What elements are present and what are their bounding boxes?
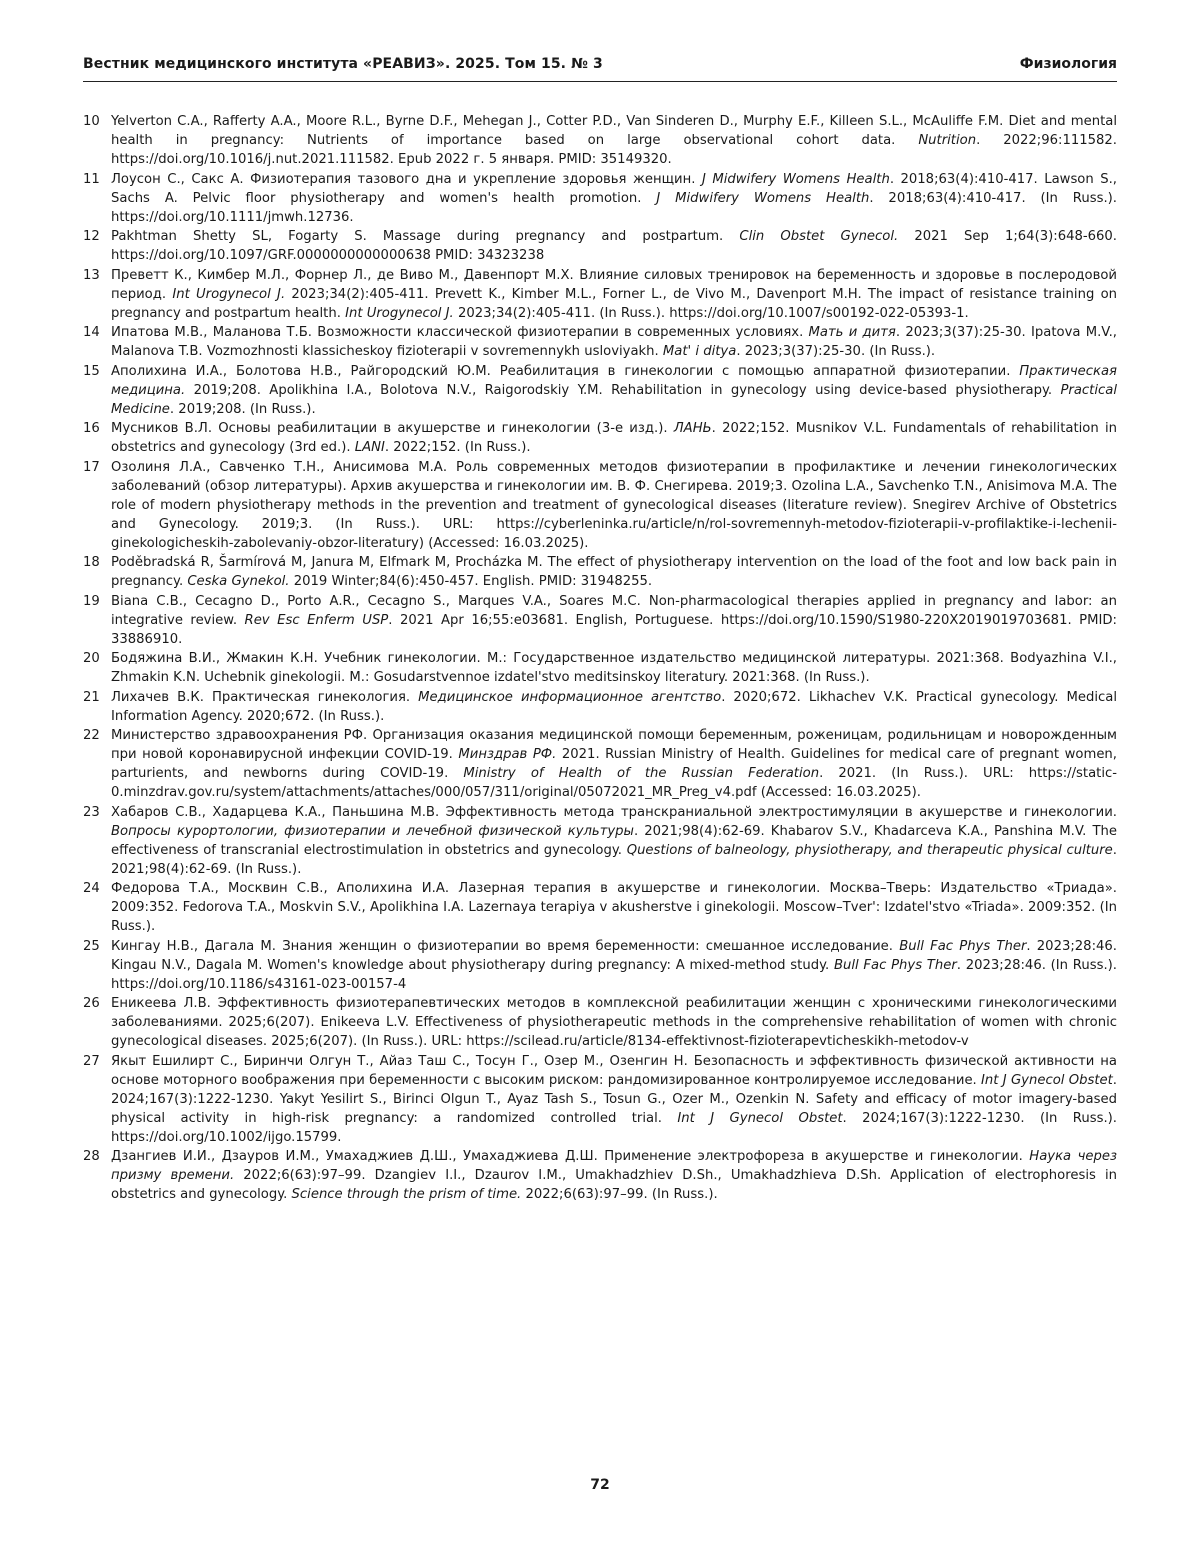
reference-text [111, 937, 1117, 994]
reference-item [83, 937, 1117, 994]
reference-text [111, 592, 1117, 649]
reference-number: 26 [83, 996, 100, 1011]
reference-item [83, 458, 1117, 553]
reference-fragment: . 2018;63(4):410-417. Lawson S., Sachs A. Pelvic floor physiotherapy and women's health promotion. [111, 171, 1118, 206]
reference-source-title: Clin Obstet Gynecol. [739, 229, 899, 244]
reference-item [83, 592, 1117, 649]
reference-fragment: Хабаров С.В., Хадарцева К.А., Паньшина М.В. Эффективность метода транскраниальной электростимуляции в акушерстве и гинекологии. [111, 804, 1117, 820]
reference-fragment: Мусников В.Л. Основы реабилитации в акушерстве и гинекологии (3-е изд.). [111, 421, 674, 436]
reference-number: 20 [83, 651, 100, 666]
reference-fragment: 2022;6(63):97–99. Dzangiev I.I., Dzaurov I.M., Umakhadzhiev D.Sh., Umakhadzhieva D.Sh. Application of electrophoresis in obstetrics and gynecology. [111, 1168, 1117, 1202]
reference-fragment: . 2021;98(4):62-69. Khabarov S.V., Khadarceva K.A., Panshina M.V. The effectiveness of transcranial electrostimulation in obstetrics and gynecology. [111, 823, 1117, 858]
reference-fragment: Аполихина И.А., Болотова Н.В., Райгородский Ю.М. Реабилитация в гинекологии с помощью аппаратной физиотерапии. [111, 363, 1020, 379]
reference-source-title: Практическая медицина. [111, 363, 1117, 398]
reference-fragment: . 2022;96:111582. https://doi.org/10.1016/j.nut.2021.111582. Epub 2022 г. 5 января. PMID: 35149320. [111, 133, 1117, 167]
reference-text [111, 458, 1117, 553]
reference-fragment: . 2023;3(37):25-30. (In Russ.). [736, 344, 936, 359]
reference-number: 22 [83, 728, 100, 743]
reference-item [83, 688, 1117, 726]
reference-fragment: 2019 Winter;84(6):450-457. English. PMID: 31948255. [289, 574, 653, 589]
reference-source-title: ЛАНЬ [673, 421, 712, 436]
reference-source-title: Медицинское информационное агентство [418, 689, 722, 705]
reference-number: 25 [83, 938, 100, 954]
reference-fragment: . 2020;672. Likhachev V.K. Practical gynecology. Medical Information Agency. 2020;672. (In Russ.). [111, 689, 1118, 724]
reference-number: 21 [83, 689, 100, 705]
reference-source-title: Ceska Gynekol. [187, 574, 290, 589]
reference-fragment: Бодяжина В.И., Жмакин К.Н. Учебник гинекологии. М.: Государственное издательство медицинской литературы. 2021:368. Bodyazhina V.I., Zhmakin K.N. Uchebnik ginekologii. M.: Gosudarstvennoe izdatel'stvo meditsinskoy literatury. 2021:368. (In Russ.). [111, 651, 1117, 685]
reference-text [111, 726, 1117, 802]
journal-title: Вестник медицинского института «РЕАВИЗ». 2025. Том 15. № 3 [83, 56, 603, 72]
reference-number: 11 [83, 171, 100, 187]
reference-text [111, 112, 1117, 169]
reference-fragment: . 2023;3(37):25-30. Ipatova M.V., Malanova T.B. Vozmozhnosti klassicheskoy fizioterapii v sovremennykh usloviyakh. [111, 325, 1117, 359]
reference-fragment: Biana C.B., Cecagno D., Porto A.R., Cecagno S., Marques V.A., Soares M.C. Non-pharmacological therapies applied in pregnancy and labor: an integrative review. [111, 593, 1117, 628]
reference-item [83, 227, 1117, 265]
reference-fragment: Poděbradská R, Šarmírová M, Janura M, Elfmark M, Procházka M. The effect of physiotherapy intervention on the load of the foot and low back pain in pregnancy. [111, 555, 1117, 589]
reference-source-title: Mat' i ditya [662, 344, 737, 359]
reference-fragment: Лоусон С., Сакс А. Физиотерапия тазового дна и укрепление здоровья женщин. [111, 171, 702, 187]
reference-item [83, 323, 1117, 361]
reference-fragment: Кингау Н.В., Дагала М. Знания женщин о физиотерапии во время беременности: смешанное исследование. [111, 938, 900, 954]
reference-fragment: . 2019;208. (In Russ.). [169, 401, 316, 417]
reference-fragment: Дзангиев И.И., Дзауров И.М., Умахаджиев Д.Ш., Умахаджиева Д.Ш. Применение электрофореза в акушерстве и гинекологии. [111, 1149, 1030, 1164]
reference-source-title: Вопросы курортологии, физиотерапии и лечебной физической культуры [111, 823, 634, 839]
reference-fragment: Лихачев В.К. Практическая гинекология. [111, 689, 419, 705]
reference-fragment: . 2022;152. Musnikov V.L. Fundamentals of rehabilitation in obstetrics and gynecology (3rd ed.). [111, 421, 1117, 455]
reference-item [83, 994, 1117, 1051]
reference-text [111, 323, 1117, 361]
reference-source-title: J Midwifery Womens Health [701, 171, 890, 187]
reference-source-title: Наука через призму времени. [111, 1149, 1117, 1183]
reference-item [83, 1147, 1117, 1204]
reference-fragment: . 2023;28:46. Kingau N.V., Dagala M. Women's knowledge about physiotherapy during pregnancy: A mixed-method study. [111, 938, 1117, 973]
reference-fragment: . 2022;152. (In Russ.). [384, 440, 531, 455]
running-header [83, 52, 1117, 82]
section-title: Физиология [1019, 56, 1117, 72]
reference-fragment: Федорова Т.А., Москвин С.В., Аполихина И.А. Лазерная терапия в акушерстве и гинекологии. Москва–Тверь: Издательство «Триада». 2009:352. Fedorova T.A., Moskvin S.V., Apolikhina I.A. Lazernaya terapiya v akusherstve i ginekologii. Moscow–Tver': Izdatel'stvo «Triada». 2009:352. (In Russ.). [111, 881, 1117, 934]
reference-text [111, 170, 1117, 227]
reference-item [83, 266, 1117, 323]
reference-text [111, 553, 1117, 591]
reference-source-title: Rev Esc Enferm USP [244, 612, 389, 628]
reference-item [83, 803, 1117, 879]
reference-source-title: Ministry of Health of the Russian Federation [463, 766, 820, 781]
reference-text [111, 1052, 1117, 1147]
reference-fragment: Ипатова М.В., Маланова Т.Б. Возможности классической физиотерапии в современных условиях. [111, 325, 809, 340]
reference-text [111, 266, 1117, 323]
reference-item [83, 553, 1117, 591]
reference-list [83, 112, 1117, 1205]
reference-source-title: J Midwifery Womens Health [656, 190, 870, 206]
reference-fragment: Министерство здравоохранения РФ. Организация оказания медицинской помощи беременным, роженицам, родильницам и новорожденным при новой коронавирусной инфекции COVID-19. [111, 728, 1117, 762]
reference-source-title: Int Urogynecol J. [345, 305, 454, 321]
page-number: 72 [590, 1477, 610, 1493]
reference-fragment: Yelverton C.A., Rafferty A.A., Moore R.L., Byrne D.F., Mehegan J., Cotter P.D., Van Sinderen D., Murphy E.F., Killeen S.L., McAuliffe F.M. Diet and mental health in pregnancy: Nutrients of importance based on large observational cohort data. [111, 114, 1117, 148]
reference-source-title: Science through the prism of time. [291, 1187, 522, 1202]
reference-item [83, 170, 1117, 227]
reference-text [111, 688, 1117, 726]
reference-number: 23 [83, 804, 100, 820]
reference-text [111, 879, 1117, 936]
reference-number: 10 [83, 114, 100, 129]
reference-fragment: 2021 Sep 1;64(3):648-660. https://doi.org/10.1097/GRF.0000000000000638 PMID: 34323238 [111, 229, 1117, 263]
reference-fragment: 2019;208. Apolikhina I.A., Bolotova N.V., Raigorodskiy Y.M. Rehabilitation in gynecology using device-based physiotherapy. [185, 382, 1061, 398]
reference-number: 16 [83, 421, 100, 436]
reference-fragment: . 2021;98(4):62-69. (In Russ.). [111, 842, 1117, 877]
reference-number: 24 [83, 881, 100, 896]
reference-fragment: . 2018;63(4):410-417. (In Russ.). https://doi.org/10.1111/jmwh.12736. [111, 190, 1117, 225]
reference-number: 13 [83, 267, 100, 283]
reference-item [83, 419, 1117, 457]
reference-item [83, 362, 1117, 419]
reference-fragment: . 2023;28:46. (In Russ.). https://doi.org/10.1186/s43161-023-00157-4 [111, 957, 1117, 992]
reference-source-title: Int J Gynecol Obstet [981, 1072, 1113, 1088]
reference-number: 28 [83, 1149, 100, 1164]
reference-item [83, 649, 1117, 687]
reference-number: 19 [83, 593, 100, 609]
reference-source-title: Минздрав РФ. [458, 747, 557, 762]
reference-source-title: Practical Medicine [111, 382, 1117, 417]
reference-text [111, 803, 1117, 879]
reference-fragment: 2023;34(2):405-411. (In Russ.). https://doi.org/10.1007/s00192-022-05393-1. [453, 305, 969, 321]
reference-source-title: Int Urogynecol J. [172, 286, 286, 302]
reference-item [83, 726, 1117, 802]
reference-number: 14 [83, 325, 100, 340]
reference-fragment: Еникеева Л.В. Эффективность физиотерапевтических методов в комплексной реабилитации женщин с хроническими гинекологическими заболеваниями. 2025;6(207). Enikeeva L.V. Effectiveness of physiotherapeutic methods in the comprehensive rehabilitation of women with chronic gynecological diseases. 2025;6(207). (In Russ.). URL: https://scilead.ru/article/8134-effektivnost-fizioterapevticheskikh-metodov-v [111, 996, 1117, 1049]
reference-fragment: . 2021 Apr 16;55:e03681. English, Portuguese. https://doi.org/10.1590/S1980-220X2019019703681. PMID: 33886910. [111, 612, 1117, 647]
reference-number: 27 [83, 1053, 100, 1069]
reference-text [111, 649, 1117, 687]
reference-text [111, 994, 1117, 1051]
reference-item [83, 1052, 1117, 1147]
reference-number: 17 [83, 459, 100, 475]
reference-fragment: 2021. Russian Ministry of Health. Guidelines for medical care of pregnant women, parturients, and newborns during COVID-19. [111, 747, 1117, 781]
reference-fragment: 2023;34(2):405-411. Prevett K., Kimber M.L., Forner L., de Vivo M., Davenport M.H. The impact of resistance training on pregnancy and postpartum health. [111, 286, 1118, 321]
reference-text [111, 362, 1117, 419]
reference-text [111, 419, 1117, 457]
reference-source-title: Bull Fac Phys Ther [899, 938, 1027, 954]
reference-source-title: Int J Gynecol Obstet [677, 1110, 843, 1126]
reference-source-title: Nutrition [918, 133, 977, 148]
reference-source-title: Bull Fac Phys Ther [833, 957, 957, 973]
reference-number: 12 [83, 229, 100, 244]
reference-number: 18 [83, 555, 100, 570]
reference-source-title: Мать и дитя [808, 325, 896, 340]
reference-fragment: 2022;6(63):97–99. (In Russ.). [521, 1187, 718, 1202]
reference-text [111, 227, 1117, 265]
reference-fragment: . 2024;167(3):1222-1230. Yakyt Yesilirt S., Birinci Olgun T., Ayaz Tash S., Tosun G., Ozer M., Ozenkin N. Safety and efficacy of motor imagery-based physical activity in high-risk pregnancy: a randomized controlled trial. [111, 1072, 1117, 1126]
reference-fragment: Озолиня Л.А., Савченко Т.Н., Анисимова М.А. Роль современных методов физиотерапии в профилактике и лечении гинекологических заболеваний (обзор литературы). Архив акушерства и гинекологии им. В. Ф. Снегирева. 2019;3. Ozolina L.A., Savchenko T.N., Anisimova M.A. The role of modern physiotherapy methods in the prevention and treatment of gynecological diseases (literature review). Snegirev Archive of Obstetrics and Gynecology. 2019;3. (In Russ.). URL: https://cyberleninka.ru/article/n/rol-sovremennyh-metodov-fizioterapii-v-profilaktike-i-lechenii-ginekologicheskih-zabolevaniy-obzor-literatury) (Accessed: 16.03.2025). [111, 459, 1117, 551]
reference-fragment: Якыт Ешилирт С., Биринчи Олгун Т., Айаз Таш С., Тосун Г., Озер М., Озенгин Н. Безопасность и эффективность физической активности на основе моторного воображения при беременности с высоким риском: рандомизированное контролируемое исследование. [111, 1053, 1117, 1088]
reference-fragment: . 2021. (In Russ.). URL: https://static-0.minzdrav.gov.ru/system/attachments/attaches/000/057/311/original/05072021_MR_Preg_v4.pdf (Accessed: 16.03.2025). [111, 766, 1117, 800]
reference-fragment: Преветт К., Кимбер М.Л., Форнер Л., де Виво М., Давенпорт М.Х. Влияние силовых тренировок на беременность и здоровье в послеродовой период. [111, 267, 1117, 302]
reference-source-title: Questions of balneology, physiotherapy, and therapeutic physical culture [626, 842, 1113, 858]
reference-fragment: Pakhtman Shetty SL, Fogarty S. Massage during pregnancy and postpartum. [111, 229, 740, 244]
reference-number: 15 [83, 363, 100, 379]
reference-fragment: . 2024;167(3):1222-1230. (In Russ.). https://doi.org/10.1002/ijgo.15799. [111, 1110, 1118, 1145]
reference-text [111, 1147, 1117, 1204]
reference-item [83, 112, 1117, 169]
reference-item [83, 879, 1117, 936]
reference-source-title: LANI [354, 440, 385, 455]
